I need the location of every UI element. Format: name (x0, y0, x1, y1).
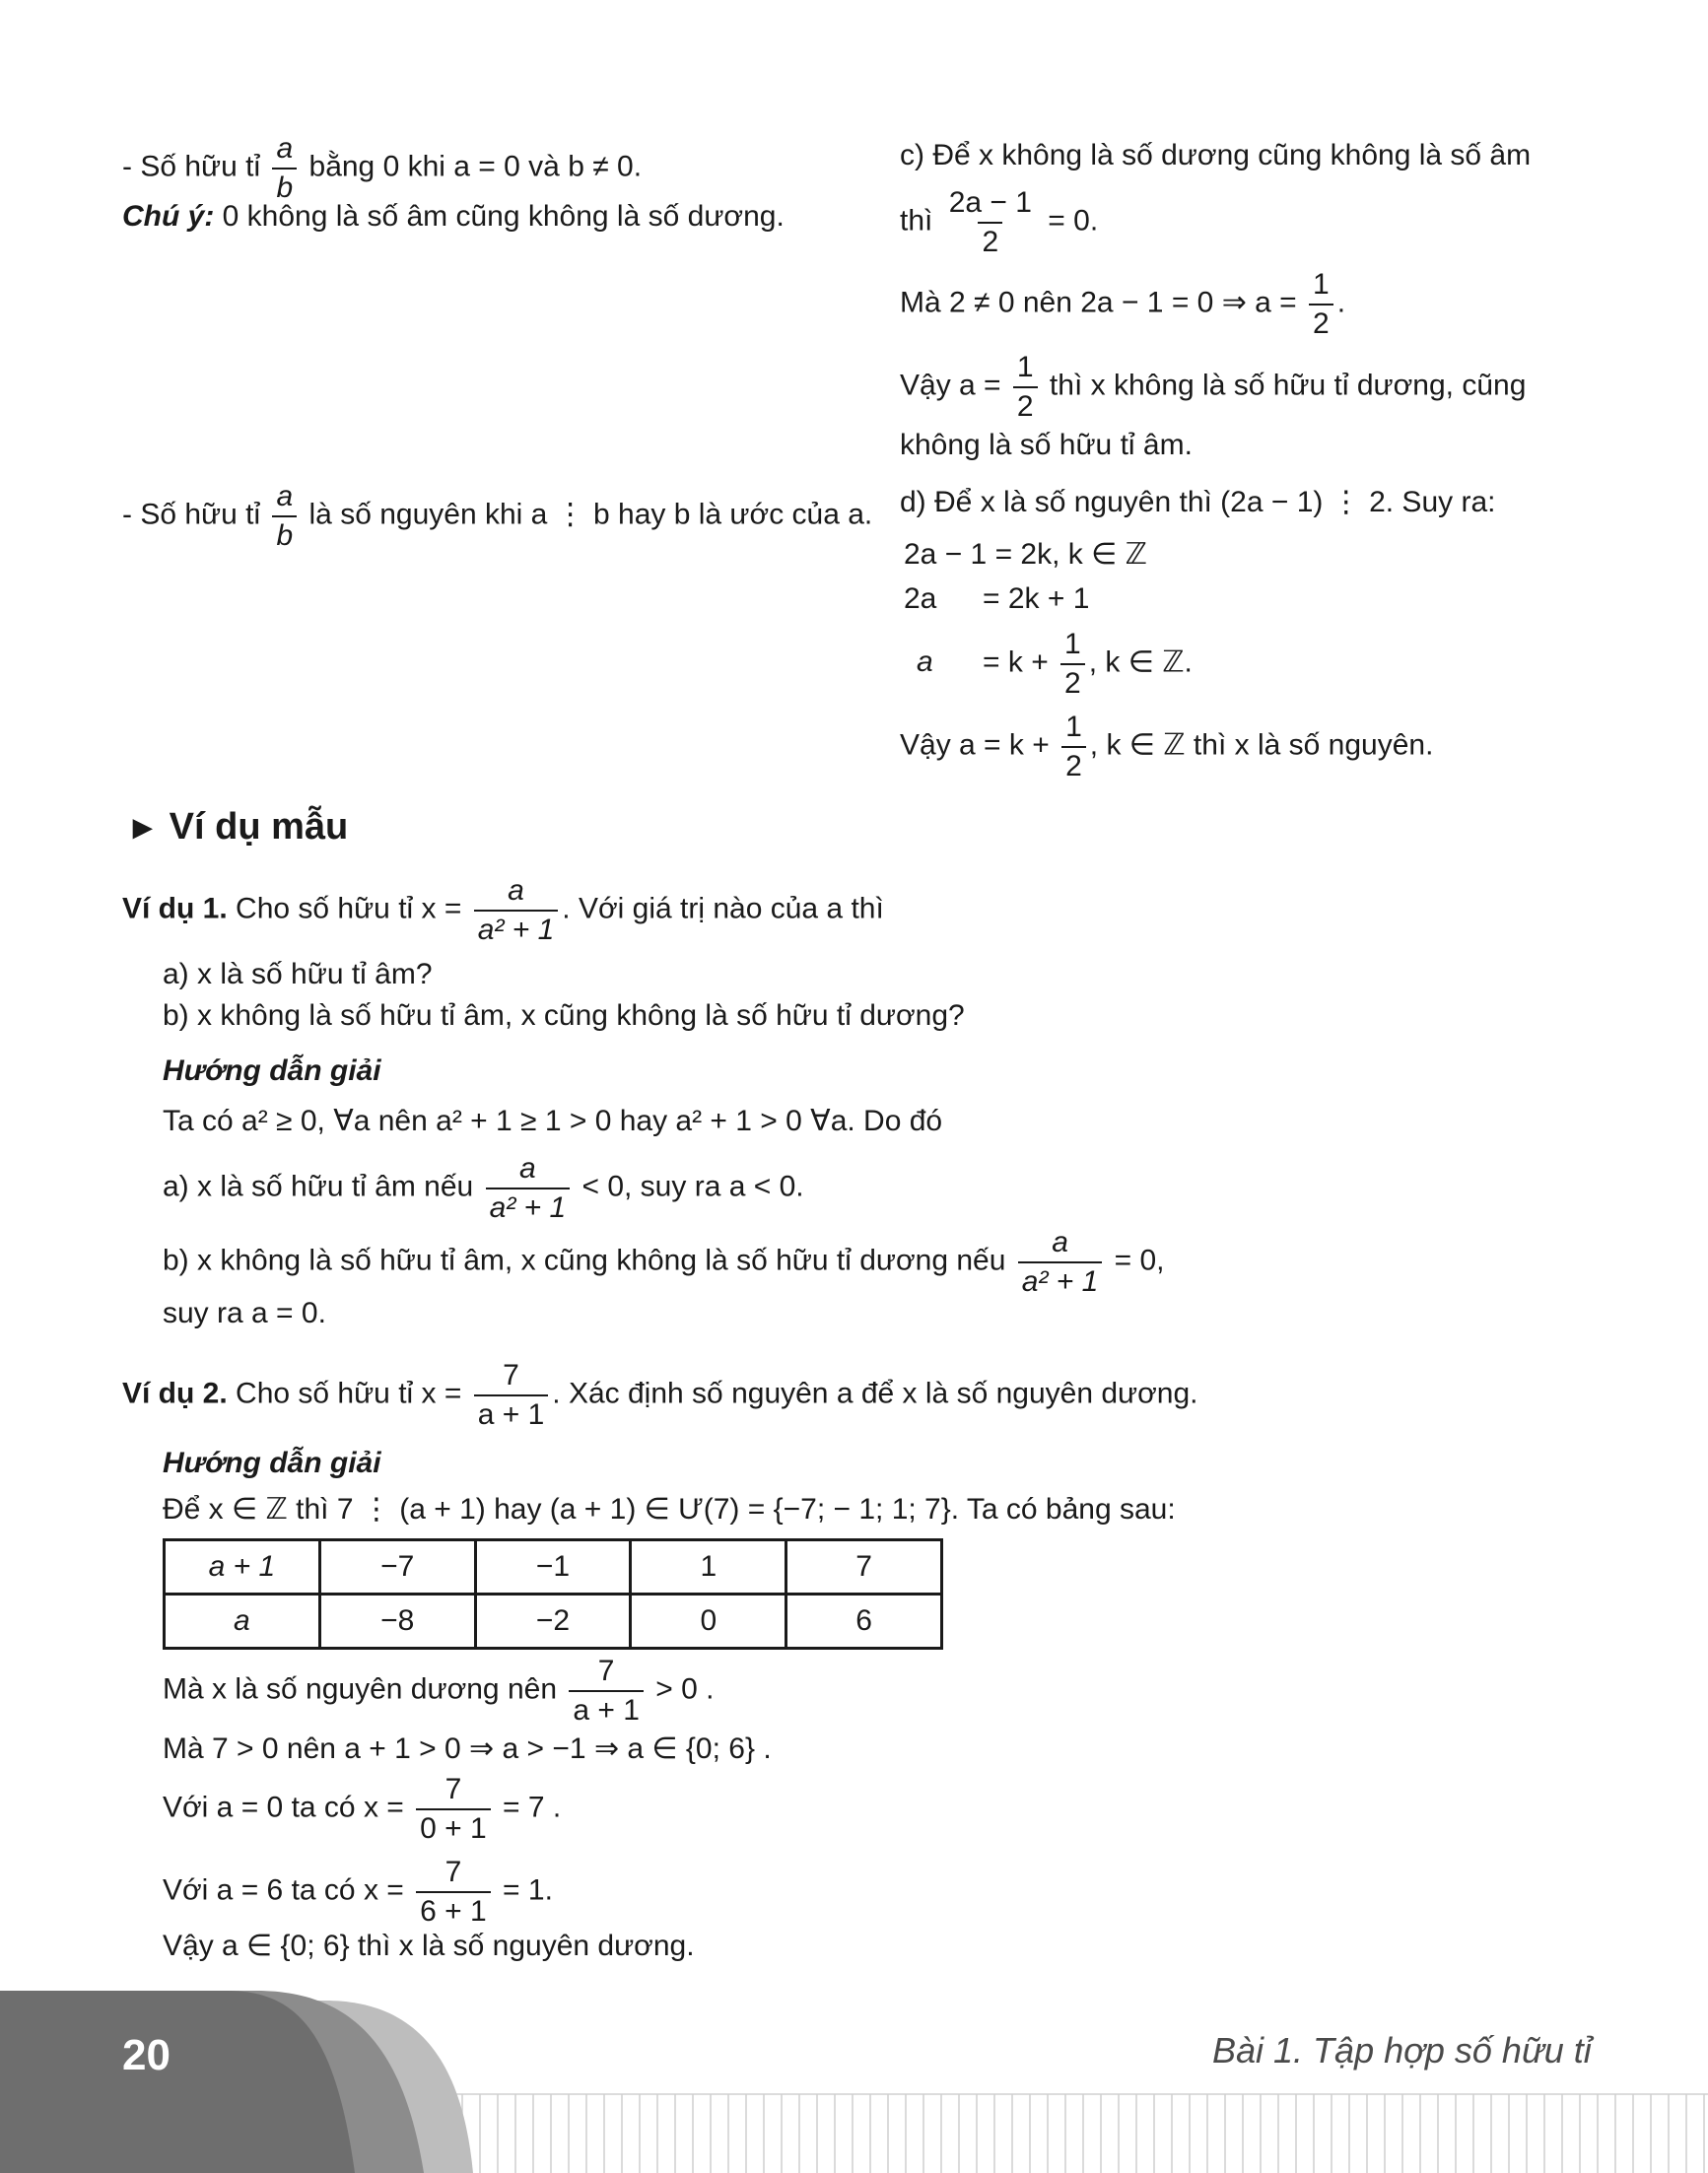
table-cell: −7 (319, 1540, 475, 1595)
fraction-one-half-2: $\frac{1}{2}$ (1013, 352, 1038, 422)
example-1-question-a: a) x là số hữu tỉ âm? (163, 958, 433, 990)
c-line-2: thì $\frac{2a - 1}{2}$ = 0. (900, 186, 1099, 258)
table-cell: a + 1 (165, 1540, 320, 1595)
fraction-a-over-b: $\frac{a}{b}$ (272, 133, 297, 203)
example-2-solution-4: Với a = 0 ta có x = $\frac{7}{0 + 1}$ = 7 . (163, 1773, 562, 1845)
page-number: 20 (122, 2031, 171, 2079)
table-row (165, 1540, 942, 1595)
fraction-one-half: $\frac{1}{2}$ (1309, 269, 1333, 339)
fraction-2a-1-over-2: $\frac{2a - 1}{2}$ (948, 186, 1032, 258)
c-line-5: không là số hữu tỉ âm. (900, 429, 1193, 461)
table-row (165, 1595, 942, 1649)
example-2-solution-1: Để x ∈ ℤ thì 7 ⋮ (a + 1) hay (a + 1) ∈ Ư(7) = {−7; − 1; 1; 7}. Ta có bảng sau: (163, 1493, 1176, 1526)
fraction-7-over-0-plus-1: $\frac{7}{0 + 1}$ (416, 1774, 491, 1844)
example-2-guide-heading: Hướng dẫn giải (163, 1447, 381, 1479)
example-2-statement: Ví dụ 2. Cho số hữu tỉ x = $\frac{7}{a + 1}$ . Xác định số nguyên a để x là số nguyên dương. (122, 1359, 1198, 1431)
c-line-3: Mà 2 ≠ 0 nên 2a − 1 = 0 ⇒ a = $\frac{1}{2}$ . (900, 268, 1346, 340)
fraction-a-over-a2-plus-1-2: $\frac{a}{\text{a² + 1}}$ (486, 1153, 571, 1223)
fraction-7-over-a-plus-1-2: $\frac{7}{a + 1}$ (569, 1656, 644, 1726)
example-1-solution-2: a) x là số hữu tỉ âm nếu $\frac{a}{\text{a² + 1}}$ < 0, suy ra a < 0. (163, 1152, 804, 1224)
table-cell: −8 (319, 1595, 475, 1649)
table-cell: 1 (631, 1540, 786, 1595)
d-line-5: Vậy a = k + $\frac{1}{2}$ , k ∈ ℤ thì x là số nguyên. (900, 711, 1434, 782)
table-cell: 6 (786, 1595, 942, 1649)
d-line-2: 2a − 1 = 2k, k ∈ ℤ (904, 538, 1147, 571)
d-line-4: a = k + $\frac{1}{2}$ , k ∈ ℤ. (917, 628, 1193, 700)
c-line-1: c) Để x không là số dương cũng không là số âm (900, 139, 1532, 171)
example-2-solution-2: Mà x là số nguyên dương nên $\frac{7}{a + 1}$ > 0 . (163, 1655, 715, 1727)
note: Chú ý: 0 không là số âm cũng không là số dương. (122, 200, 785, 233)
rule-integer: - Số hữu tỉ $\frac{a}{b}$ là số nguyên khi a ⋮ b hay b là ước của a. (122, 480, 873, 552)
c-line-4: Vậy a = $\frac{1}{2}$ thì x không là số hữu tỉ dương, cũng (900, 351, 1527, 423)
footer-band (0, 1991, 1708, 2173)
fraction-one-half-4: $\frac{1}{2}$ (1061, 712, 1086, 781)
fraction-one-half-3: $\frac{1}{2}$ (1060, 629, 1085, 699)
fraction-a-over-a2-plus-1-3: $\frac{a}{\text{a² + 1}}$ (1018, 1227, 1103, 1297)
table-cell: a (165, 1595, 320, 1649)
example-1-guide-heading: Hướng dẫn giải (163, 1054, 381, 1087)
d-line-3: 2a = 2k + 1 (904, 582, 1090, 615)
fraction-7-over-6-plus-1: $\frac{7}{6 + 1}$ (416, 1857, 491, 1927)
example-2-solution-6: Vậy a ∈ {0; 6} thì x là số nguyên dương. (163, 1930, 695, 1962)
example-2-solution-5: Với a = 6 ta có x = $\frac{7}{6 + 1}$ = 1. (163, 1856, 553, 1928)
table-cell: 0 (631, 1595, 786, 1649)
rule-zero: - Số hữu tỉ $\frac{a}{b}$ bằng 0 khi a = 0 và b ≠ 0. (122, 132, 643, 204)
table-cell: −1 (475, 1540, 631, 1595)
fraction-7-over-a-plus-1: $\frac{7}{a + 1}$ (474, 1360, 549, 1430)
d-line-1: d) Để x là số nguyên thì (2a − 1) ⋮ 2. Suy ra: (900, 486, 1496, 518)
triangle-bullet-icon: ► (126, 809, 160, 847)
fraction-a-over-a2-plus-1: $\frac{a}{\text{a² + 1}}$ (474, 875, 559, 945)
example-1-statement: Ví dụ 1. Cho số hữu tỉ x = $\frac{a}{\text{a² + 1}}$ . Với giá trị nào của a thì (122, 874, 884, 946)
section-heading: ► Ví dụ mẫu (126, 806, 349, 848)
example-1-question-b: b) x không là số hữu tỉ âm, x cũng không là số hữu tỉ dương? (163, 999, 965, 1032)
table-cell: −2 (475, 1595, 631, 1649)
lesson-title: Bài 1. Tập hợp số hữu tỉ (1212, 2030, 1592, 2071)
example-1-solution-3: b) x không là số hữu tỉ âm, x cũng không là số hữu tỉ dương nếu $\frac{a}{\text{a² + 1}}$ = 0, (163, 1226, 1165, 1298)
example-1-solution-4: suy ra a = 0. (163, 1297, 326, 1329)
values-table (163, 1538, 943, 1650)
example-1-solution-1: Ta có a² ≥ 0, ∀a nên a² + 1 ≥ 1 > 0 hay a² + 1 > 0 ∀a. Do đó (163, 1105, 943, 1137)
fraction-a-over-b-2: $\frac{a}{b}$ (272, 481, 297, 551)
example-2-solution-3: Mà 7 > 0 nên a + 1 > 0 ⇒ a > −1 ⇒ a ∈ {0; 6} . (163, 1732, 772, 1765)
table-cell: 7 (786, 1540, 942, 1595)
